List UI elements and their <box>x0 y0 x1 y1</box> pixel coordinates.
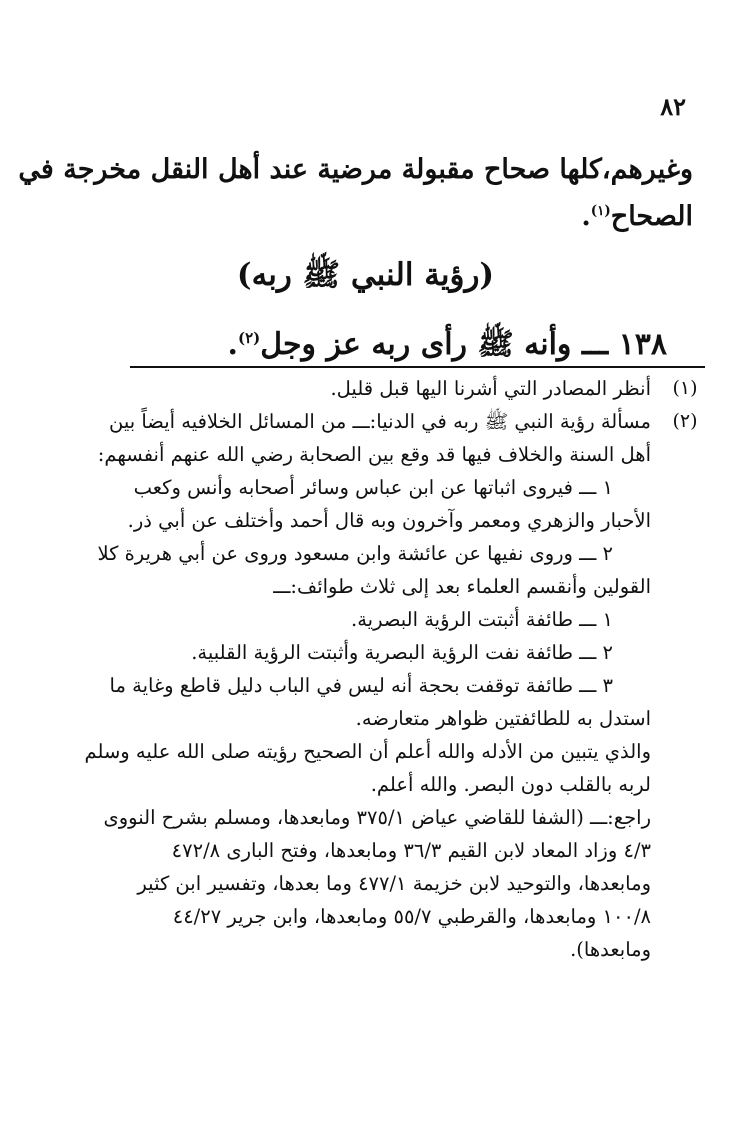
page-number: ٨٢ <box>660 92 686 121</box>
footnote-2 <box>84 405 699 966</box>
footnote-2-line: ٢ ـــ وروى نفيها عن عائشة وابن مسعود وروى عن أبي هريرة كلا <box>97 542 613 565</box>
hadith-text: ١٣٨ ـــ وأنه ﷺ رأى ربه عز وجل <box>260 327 667 362</box>
main-paragraph-line-2-text: الصحاح <box>610 201 693 232</box>
footnote-2-line: راجع:ـــ (الشفا للقاضي عياض ٣٧٥/١ ومابعدها، ومسلم بشرح النووى <box>103 806 651 829</box>
footnote-2-line: ١٠٠/٨ ومابعدها، والقرطبي ٥٥/٧ ومابعدها، وابن جرير ٤٤/٢٧ <box>172 905 651 928</box>
hadith-end: . <box>227 327 238 362</box>
footnote-2-line: ١ ـــ فيروى اثباتها عن ابن عباس وسائر أصحابه وأنس وكعب <box>133 476 613 499</box>
footnote-divider <box>130 366 705 368</box>
footnote-ref-1: (١) <box>590 203 611 219</box>
footnote-2-line: والذي يتبين من الأدله والله أعلم أن الصحيح رؤيته صلى الله عليه وسلم <box>84 740 651 763</box>
footnote-1 <box>99 372 699 405</box>
footnote-2-line: ومابعدها، والتوحيد لابن خزيمة ٤٧٧/١ وما بعدها، وتفسير ابن كثير <box>137 872 651 895</box>
footnote-2-line: ١ ـــ طائفة أثبتت الرؤية البصرية. <box>351 608 613 631</box>
footnote-2-line: أهل السنة والخلاف فيها قد وقع بين الصحابة رضي الله عنهم أنفسهم: <box>97 443 651 466</box>
footnote-2-line: الأحبار والزهري ومعمر وآخرون وبه قال أحمد وأختلف عن أبي ذر. <box>127 509 651 532</box>
footnote-2-line: ومابعدها). <box>570 938 651 961</box>
main-paragraph-line-2-end: . <box>581 201 591 232</box>
section-heading: (رؤية النبي ﷺ ربه) <box>236 257 495 293</box>
footnote-1-marker: (١) <box>672 377 698 399</box>
footnote-2-line: ٢ ـــ طائفة نفت الرؤية البصرية وأثبتت الرؤية القلبية. <box>191 641 613 664</box>
footnotes-section <box>84 372 699 966</box>
footnote-2-line: مسألة رؤية النبي ﷺ ربه في الدنيا:ـــ من المسائل الخلافيه أيضاً بين <box>109 410 651 433</box>
footnote-2-line: ٣ ـــ طائفة توقفت بحجة أنه ليس في الباب دليل قاطع وغاية ما <box>109 674 613 697</box>
footnote-ref-2: (٢) <box>237 329 261 347</box>
footnote-2-line: ٤/٣ وزاد المعاد لابن القيم ٣٦/٣ ومابعدها، وفتح البارى ٤٧٢/٨ <box>171 839 651 862</box>
footnote-2-line: القولين وأنقسم العلماء بعد إلى ثلاث طوائف:ـــ <box>273 575 651 598</box>
main-paragraph-line-1: وغيرهم،كلها صحاح مقبولة مرضية عند أهل النقل مخرجة في <box>18 154 693 185</box>
hadith-entry <box>228 326 667 369</box>
footnote-2-line: لربه بالقلب دون البصر. والله أعلم. <box>370 773 651 796</box>
main-paragraph-line-2 <box>99 193 693 240</box>
footnote-1-line: أنظر المصادر التي أشرنا اليها قبل قليل. <box>330 377 651 400</box>
footnote-2-line: استدل به للطائفتين ظواهر متعارضه. <box>355 707 651 730</box>
footnote-2-marker: (٢) <box>672 410 698 432</box>
main-paragraph <box>18 146 693 240</box>
